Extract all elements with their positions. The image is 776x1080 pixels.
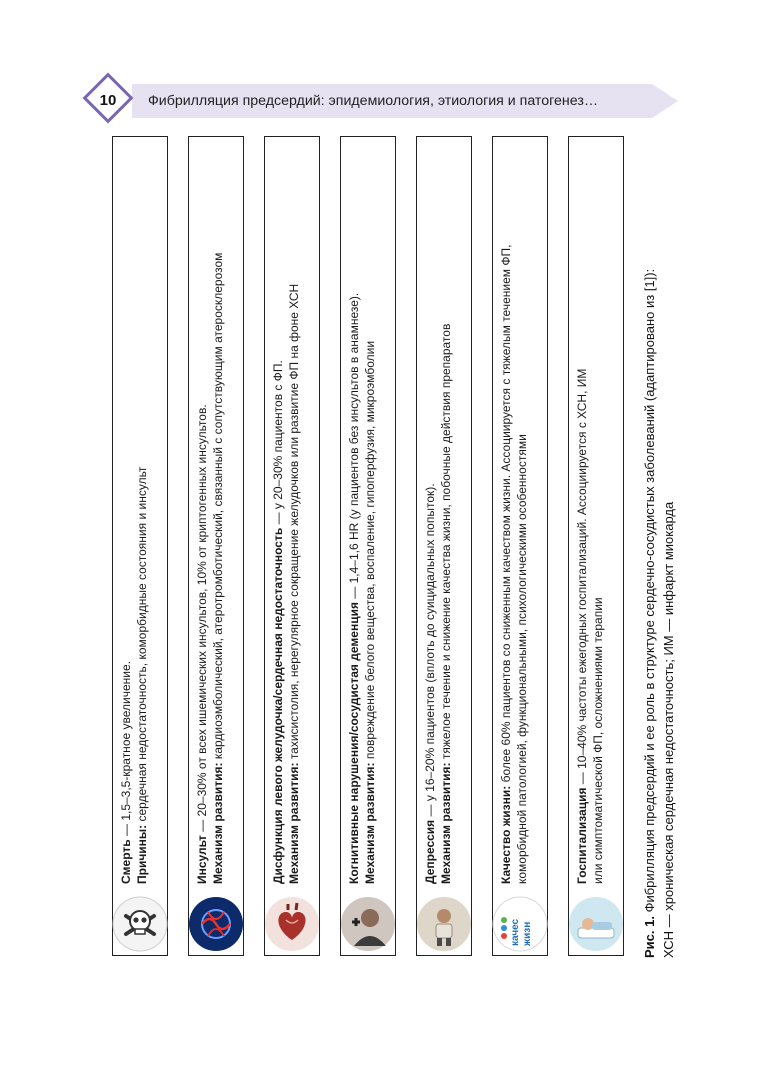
mechanism-text: тахисистолия, нерегулярное сокращение желудочков или развитие ФП на фоне ХСН (287, 283, 301, 763)
mechanism-label: Причины: (135, 824, 149, 884)
row-heading: Качество жизни: (499, 785, 513, 884)
depressed-person-icon (416, 896, 472, 952)
figure (112, 136, 622, 956)
row-detail: — 20–30% от всех ишемических инсультов, 10% от криптогенных инсультов. (195, 404, 209, 836)
row-detail-continued: коморбидной патологией, функциональными, психологическими особенностями (515, 434, 529, 884)
heart-anatomy-icon (264, 896, 320, 952)
mechanism-label: Механизм развития: (211, 762, 225, 884)
mechanism-text: повреждение белого вещества, воспаление, гипоперфузия, микроэмболии (363, 340, 377, 763)
figure-row-lv-dysfunction (264, 136, 326, 956)
skull-crossbones-icon (112, 896, 168, 952)
row-heading: Госпитализация (575, 787, 589, 884)
figure-row-hospitalization (568, 136, 630, 956)
figure-row-stroke (188, 136, 250, 956)
mechanism-label: Механизм развития: (363, 762, 377, 884)
row-text (574, 152, 606, 884)
mechanism-text: сердечная недостаточность, коморбидные состояния и инсульт (135, 466, 149, 825)
mechanism-label: Механизм развития: (287, 762, 301, 884)
figure-row-death (112, 136, 174, 956)
row-heading: Дисфункция левого желудочка/сердечная недостаточность (271, 527, 285, 884)
row-text (270, 152, 302, 884)
cognitive-person-icon (340, 896, 396, 952)
row-detail: — 10–40% частоты ежегодных госпитализаций. Ассоциируется с ХСН, ИМ (575, 368, 589, 788)
mechanism-text: кардиоэмболический, атеротромботический, связанный с сопутствующим атеросклерозом (211, 252, 225, 763)
figure-row-quality-of-life (492, 136, 554, 956)
row-detail-continued: или симптоматической ФП, осложнениями терапии (591, 597, 605, 884)
row-heading: Смерть (119, 839, 133, 884)
row-heading: Когнитивные нарушения/сосудистая деменция (347, 602, 361, 884)
page-number: 10 (99, 92, 117, 109)
svg-text:жизн: жизн (522, 921, 533, 946)
row-detail: — 1,5–3,5-кратное увеличение. (119, 661, 133, 840)
svg-text:качес: качес (510, 918, 521, 946)
page-title: Фибрилляция предсердий: эпидемиология, этиология и патогенез… (148, 93, 599, 109)
caption-text: Фибрилляция предсердий и ее роль в структуре сердечно-сосудистых заболеваний (адаптировано из [1]): (642, 268, 657, 917)
row-text (194, 152, 226, 884)
row-text (346, 152, 378, 884)
mechanism-label: Механизм развития: (439, 762, 453, 884)
caption-abbreviations: ХСН — хроническая сердечная недостаточность; ИМ — инфаркт миокарда (661, 501, 676, 958)
quality-of-life-logo-icon (492, 896, 548, 952)
row-detail: — у 16–20% пациентов (вплоть до суицидальных попыток). (423, 483, 437, 820)
row-detail: более 60% пациентов со сниженным качеством жизни. Ассоциируется с тяжелым течением ФП, (499, 244, 513, 786)
row-text (118, 152, 150, 884)
figure-row-depression (416, 136, 478, 956)
row-detail: — у 20–30% пациентов с ФП. (271, 360, 285, 528)
figure-caption (640, 98, 678, 958)
mechanism-text: тяжелое течение и снижение качества жизни, побочные действия препаратов (439, 323, 453, 763)
row-text (422, 152, 454, 884)
row-heading: Депрессия (423, 819, 437, 884)
row-text (498, 152, 530, 884)
row-detail: — 1,4–1,6 HR (у пациентов без инсультов в анамнезе). (347, 292, 361, 603)
row-heading: Инсульт (195, 835, 209, 884)
brain-vessels-icon (188, 896, 244, 952)
figure-row-cognitive (340, 136, 402, 956)
hospital-patient-icon (568, 896, 624, 952)
caption-label: Рис. 1. (642, 916, 657, 958)
